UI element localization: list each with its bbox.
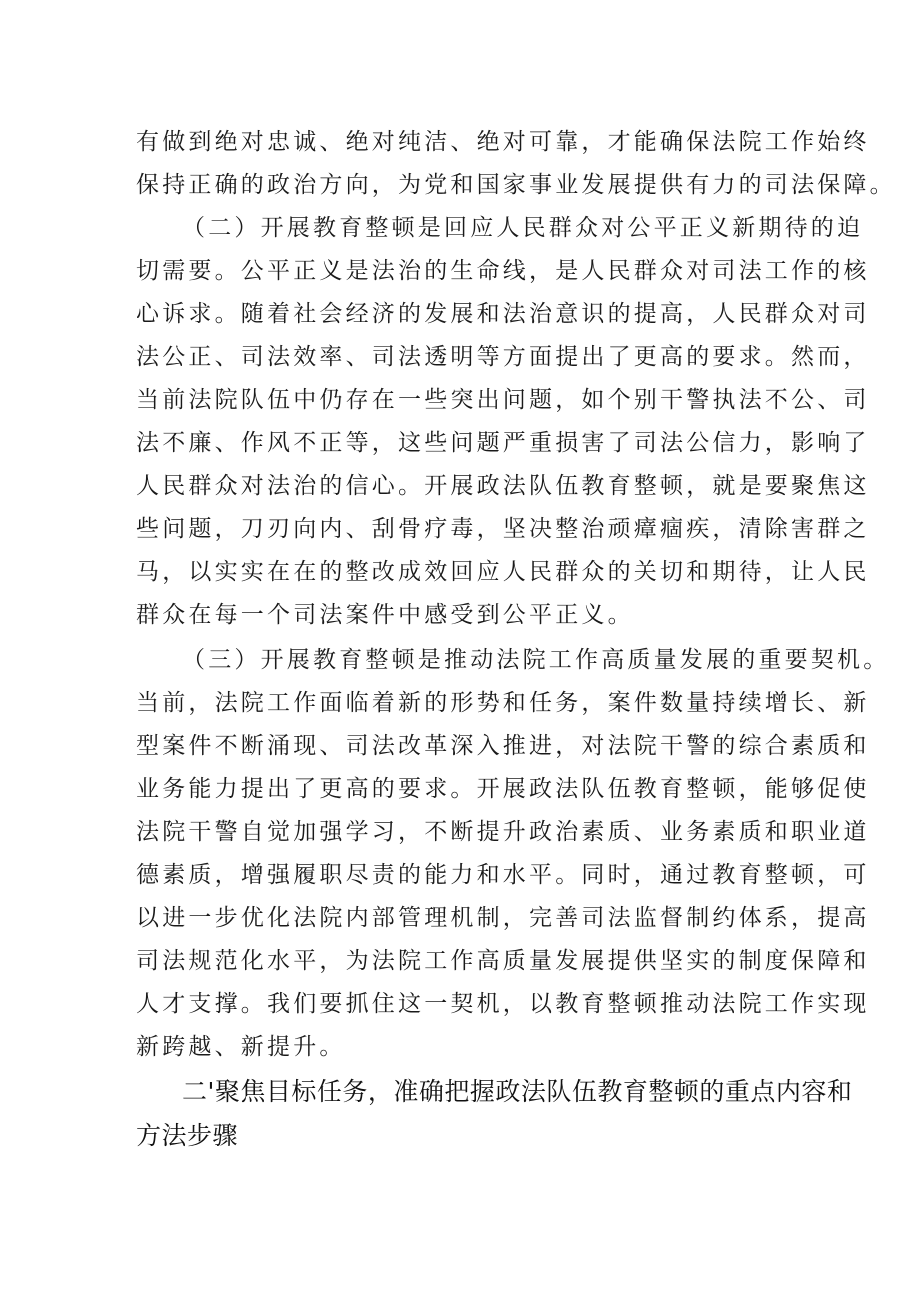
- paragraph-line: 法公正、司法效率、司法透明等方面提出了更高的要求。然而，: [136, 344, 870, 370]
- paragraph-line: 心诉求。随着社会经济的发展和法治意识的提高，人民群众对司: [136, 301, 870, 327]
- paragraph-line: 些问题，刀刃向内、刮骨疗毒，坚决整治顽瘴痼疾，清除害群之: [136, 516, 870, 542]
- paragraph-line: 马，以实实在在的整改成效回应人民群众的关切和期待，让人民: [136, 559, 870, 585]
- paragraph-line: 有做到绝对忠诚、绝对纯洁、绝对可靠，才能确保法院工作始终: [136, 129, 870, 155]
- section-heading-continuation: 方法步骤: [136, 1121, 239, 1150]
- paragraph-line: 保持正确的政治方向，为党和国家事业发展提供有力的司法保障。: [136, 172, 896, 198]
- paragraph-line: 型案件不断涌现、司法改革深入推进，对法院干警的综合素质和: [136, 733, 870, 759]
- paragraph-line: 群众在每一个司法案件中感受到公平正义。: [136, 602, 634, 628]
- paragraph-line: 德素质，增强履职尽责的能力和水平。同时，通过教育整顿，可: [136, 862, 870, 888]
- paragraph-line: 法不廉、作风不正等，这些问题严重损害了司法公信力，影响了: [136, 430, 870, 456]
- paragraph-line: （三）开展教育整顿是推动法院工作高质量发展的重要契机。: [182, 647, 890, 673]
- paragraph-line: （二）开展教育整顿是回应人民群众对公平正义新期待的迫: [182, 215, 864, 241]
- section-heading: 二'聚焦目标任务，准确把握政法队伍教育整顿的重点内容和: [182, 1077, 853, 1106]
- paragraph-line: 新跨越、新提升。: [136, 1034, 346, 1060]
- paragraph-line: 人才支撑。我们要抓住这一契机，以教育整顿推动法院工作实现: [136, 991, 870, 1017]
- paragraph-line: 切需要。公平正义是法治的生命线，是人民群众对司法工作的核: [136, 258, 870, 284]
- paragraph-line: 人民群众对法治的信心。开展政法队伍教育整顿，就是要聚焦这: [136, 473, 870, 499]
- paragraph-line: 当前法院队伍中仍存在一些突出问题，如个别干警执法不公、司: [136, 387, 870, 413]
- paragraph-line: 业务能力提出了更高的要求。开展政法队伍教育整顿，能够促使: [136, 776, 870, 802]
- paragraph-line: 司法规范化水平，为法院工作高质量发展提供坚实的制度保障和: [136, 948, 870, 974]
- paragraph-line: 法院干警自觉加强学习，不断提升政治素质、业务素质和职业道: [136, 819, 870, 845]
- paragraph-line: 当前，法院工作面临着新的形势和任务，案件数量持续增长、新: [136, 690, 870, 716]
- paragraph-line: 以进一步优化法院内部管理机制，完善司法监督制约体系，提高: [136, 905, 870, 931]
